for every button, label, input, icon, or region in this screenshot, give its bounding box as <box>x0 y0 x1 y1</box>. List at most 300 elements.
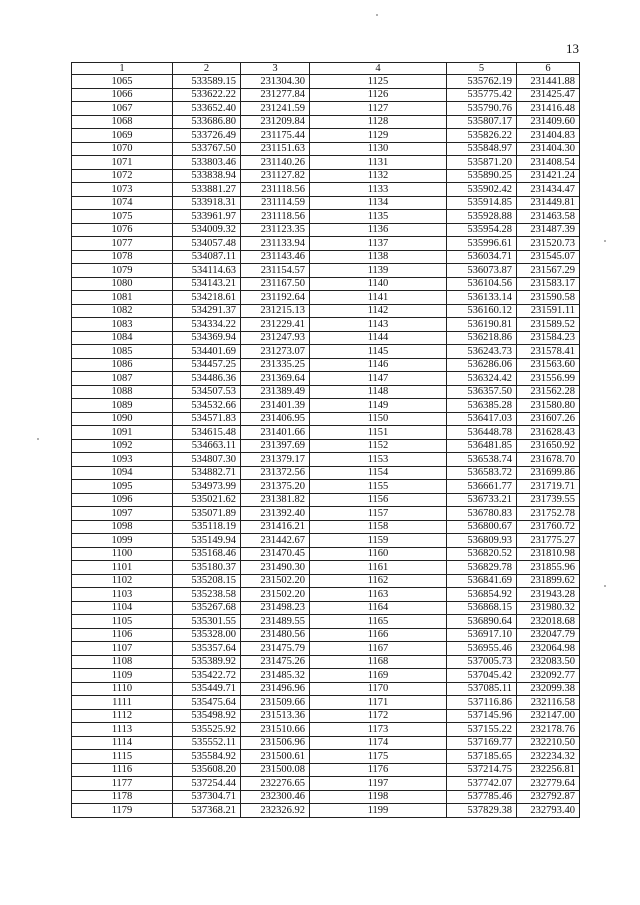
point-number-cell: 1127 <box>310 102 447 116</box>
coordinate-cell: 231277.84 <box>241 88 310 102</box>
coordinate-cell: 232147.00 <box>517 709 580 723</box>
coordinate-cell: 231133.94 <box>241 237 310 251</box>
table-row <box>72 291 580 305</box>
coordinate-cell: 534087.11 <box>173 250 241 264</box>
coordinate-cell: 231167.50 <box>241 277 310 291</box>
point-number-cell: 1110 <box>72 682 173 696</box>
column-header: 4 <box>310 63 447 75</box>
point-number-cell: 1144 <box>310 331 447 345</box>
coordinate-cell: 231175.44 <box>241 129 310 143</box>
coordinate-cell: 231513.36 <box>241 709 310 723</box>
coordinate-cell: 533961.97 <box>173 210 241 224</box>
table-row <box>72 480 580 494</box>
coordinate-cell: 231980.32 <box>517 601 580 615</box>
table-row <box>72 210 580 224</box>
coordinate-cell: 232234.32 <box>517 750 580 764</box>
point-number-cell: 1157 <box>310 507 447 521</box>
coordinate-cell: 231470.45 <box>241 547 310 561</box>
coordinate-cell: 231143.46 <box>241 250 310 264</box>
table-row <box>72 547 580 561</box>
point-number-cell: 1130 <box>310 142 447 156</box>
coordinate-cell: 536357.50 <box>447 385 517 399</box>
coordinate-cell: 537214.75 <box>447 763 517 777</box>
coordinate-cell: 231442.67 <box>241 534 310 548</box>
coordinate-cell: 536034.71 <box>447 250 517 264</box>
point-number-cell: 1150 <box>310 412 447 426</box>
coordinate-cell: 535608.20 <box>173 763 241 777</box>
coordinate-cell: 231372.56 <box>241 466 310 480</box>
table-row <box>72 804 580 818</box>
point-number-cell: 1142 <box>310 304 447 318</box>
point-number-cell: 1103 <box>72 588 173 602</box>
point-number-cell: 1160 <box>310 547 447 561</box>
coordinate-cell: 231562.28 <box>517 385 580 399</box>
coordinate-cell: 231416.21 <box>241 520 310 534</box>
coordinate-cell: 231140.26 <box>241 156 310 170</box>
coordinate-cell: 231381.82 <box>241 493 310 507</box>
table-row <box>72 777 580 791</box>
coordinate-cell: 535928.88 <box>447 210 517 224</box>
point-number-cell: 1107 <box>72 642 173 656</box>
point-number-cell: 1073 <box>72 183 173 197</box>
table-row <box>72 615 580 629</box>
coordinate-cell: 535118.19 <box>173 520 241 534</box>
point-number-cell: 1198 <box>310 790 447 804</box>
coordinate-cell: 535826.22 <box>447 129 517 143</box>
coordinate-cell: 231192.64 <box>241 291 310 305</box>
point-number-cell: 1133 <box>310 183 447 197</box>
coordinate-cell: 231584.23 <box>517 331 580 345</box>
coordinate-cell: 231118.56 <box>241 183 310 197</box>
coordinate-cell: 534571.83 <box>173 412 241 426</box>
coordinate-cell: 535328.00 <box>173 628 241 642</box>
point-number-cell: 1126 <box>310 88 447 102</box>
table-row <box>72 129 580 143</box>
coordinate-cell: 231441.88 <box>517 75 580 89</box>
coordinate-cell: 537045.42 <box>447 669 517 683</box>
table-row <box>72 399 580 413</box>
coordinate-cell: 231421.24 <box>517 169 580 183</box>
point-number-cell: 1085 <box>72 345 173 359</box>
point-number-cell: 1137 <box>310 237 447 251</box>
coordinate-cell: 231335.25 <box>241 358 310 372</box>
point-number-cell: 1090 <box>72 412 173 426</box>
coordinate-cell: 231475.26 <box>241 655 310 669</box>
coordinate-cell: 537742.07 <box>447 777 517 791</box>
table-row <box>72 453 580 467</box>
point-number-cell: 1147 <box>310 372 447 386</box>
scan-speck <box>37 438 39 440</box>
point-number-cell: 1172 <box>310 709 447 723</box>
table-row <box>72 142 580 156</box>
coordinate-cell: 231247.93 <box>241 331 310 345</box>
coordinate-cell: 535238.58 <box>173 588 241 602</box>
coordinate-cell: 231404.30 <box>517 142 580 156</box>
point-number-cell: 1171 <box>310 696 447 710</box>
column-header: 3 <box>241 63 310 75</box>
coordinate-cell: 535890.25 <box>447 169 517 183</box>
column-header: 6 <box>517 63 580 75</box>
column-header: 1 <box>72 63 173 75</box>
coordinate-cell: 231556.99 <box>517 372 580 386</box>
coordinates-table <box>71 62 580 818</box>
coordinate-cell: 232793.40 <box>517 804 580 818</box>
coordinate-cell: 534114.63 <box>173 264 241 278</box>
coordinate-cell: 536324.42 <box>447 372 517 386</box>
coordinate-cell: 231509.66 <box>241 696 310 710</box>
point-number-cell: 1115 <box>72 750 173 764</box>
coordinate-cell: 535871.20 <box>447 156 517 170</box>
point-number-cell: 1151 <box>310 426 447 440</box>
coordinate-cell: 537829.38 <box>447 804 517 818</box>
table-row <box>72 345 580 359</box>
coordinate-cell: 534334.22 <box>173 318 241 332</box>
point-number-cell: 1159 <box>310 534 447 548</box>
coordinate-cell: 537085.11 <box>447 682 517 696</box>
coordinate-cell: 534507.53 <box>173 385 241 399</box>
point-number-cell: 1089 <box>72 399 173 413</box>
table-row <box>72 574 580 588</box>
coordinate-cell: 232116.58 <box>517 696 580 710</box>
coordinate-cell: 231899.62 <box>517 574 580 588</box>
coordinate-cell: 535422.72 <box>173 669 241 683</box>
table-row <box>72 223 580 237</box>
coordinate-cell: 231607.26 <box>517 412 580 426</box>
point-number-cell: 1168 <box>310 655 447 669</box>
point-number-cell: 1086 <box>72 358 173 372</box>
point-number-cell: 1129 <box>310 129 447 143</box>
point-number-cell: 1136 <box>310 223 447 237</box>
point-number-cell: 1074 <box>72 196 173 210</box>
coordinate-cell: 536800.67 <box>447 520 517 534</box>
coordinate-cell: 231241.59 <box>241 102 310 116</box>
coordinate-cell: 231123.35 <box>241 223 310 237</box>
coordinate-cell: 231590.58 <box>517 291 580 305</box>
coordinate-cell: 231154.57 <box>241 264 310 278</box>
table-row <box>72 736 580 750</box>
coordinate-cell: 231425.47 <box>517 88 580 102</box>
coordinate-cell: 231480.56 <box>241 628 310 642</box>
coordinate-cell: 536160.12 <box>447 304 517 318</box>
coordinate-cell: 231943.28 <box>517 588 580 602</box>
coordinate-cell: 534807.30 <box>173 453 241 467</box>
coordinate-cell: 535552.11 <box>173 736 241 750</box>
coordinate-cell: 231567.29 <box>517 264 580 278</box>
coordinate-cell: 231397.69 <box>241 439 310 453</box>
coordinate-cell: 231760.72 <box>517 520 580 534</box>
point-number-cell: 1081 <box>72 291 173 305</box>
coordinate-cell: 231650.92 <box>517 439 580 453</box>
coordinate-cell: 231127.82 <box>241 169 310 183</box>
coordinate-cell: 533726.49 <box>173 129 241 143</box>
point-number-cell: 1067 <box>72 102 173 116</box>
coordinate-cell: 534218.61 <box>173 291 241 305</box>
point-number-cell: 1153 <box>310 453 447 467</box>
table-row <box>72 264 580 278</box>
coordinate-cell: 231118.56 <box>241 210 310 224</box>
coordinate-cell: 231401.39 <box>241 399 310 413</box>
coordinate-cell: 231500.08 <box>241 763 310 777</box>
table-row <box>72 372 580 386</box>
coordinate-cell: 534369.94 <box>173 331 241 345</box>
coordinate-cell: 231510.66 <box>241 723 310 737</box>
coordinate-cell: 231506.96 <box>241 736 310 750</box>
coordinate-cell: 535762.19 <box>447 75 517 89</box>
coordinate-cell: 231628.43 <box>517 426 580 440</box>
coordinate-cell: 232083.50 <box>517 655 580 669</box>
coordinate-cell: 232018.68 <box>517 615 580 629</box>
coordinate-cell: 534057.48 <box>173 237 241 251</box>
coordinate-cell: 534457.25 <box>173 358 241 372</box>
coordinate-cell: 533767.50 <box>173 142 241 156</box>
table-row <box>72 169 580 183</box>
coordinate-cell: 536481.85 <box>447 439 517 453</box>
coordinate-cell: 537116.86 <box>447 696 517 710</box>
coordinate-cell: 534143.21 <box>173 277 241 291</box>
table-row <box>72 439 580 453</box>
coordinate-cell: 536218.86 <box>447 331 517 345</box>
coordinate-cell: 536809.93 <box>447 534 517 548</box>
point-number-cell: 1097 <box>72 507 173 521</box>
point-number-cell: 1164 <box>310 601 447 615</box>
coordinate-cell: 535180.37 <box>173 561 241 575</box>
table-row <box>72 534 580 548</box>
coordinate-cell: 231502.20 <box>241 588 310 602</box>
point-number-cell: 1146 <box>310 358 447 372</box>
coordinate-cell: 232210.50 <box>517 736 580 750</box>
coordinate-cell: 231500.61 <box>241 750 310 764</box>
coordinate-cell: 232326.92 <box>241 804 310 818</box>
coordinate-cell: 231855.96 <box>517 561 580 575</box>
coordinate-cell: 536133.14 <box>447 291 517 305</box>
coordinate-cell: 535954.28 <box>447 223 517 237</box>
point-number-cell: 1132 <box>310 169 447 183</box>
point-number-cell: 1101 <box>72 561 173 575</box>
coordinate-cell: 536955.46 <box>447 642 517 656</box>
table-row <box>72 426 580 440</box>
point-number-cell: 1177 <box>72 777 173 791</box>
coordinate-cell: 536538.74 <box>447 453 517 467</box>
coordinate-cell: 535807.17 <box>447 115 517 129</box>
column-header: 2 <box>173 63 241 75</box>
point-number-cell: 1111 <box>72 696 173 710</box>
table-row <box>72 250 580 264</box>
coordinate-cell: 534486.36 <box>173 372 241 386</box>
coordinate-cell: 231578.41 <box>517 345 580 359</box>
coordinate-cell: 536448.78 <box>447 426 517 440</box>
point-number-cell: 1143 <box>310 318 447 332</box>
coordinate-cell: 535071.89 <box>173 507 241 521</box>
point-number-cell: 1075 <box>72 210 173 224</box>
coordinate-cell: 231520.73 <box>517 237 580 251</box>
coordinate-cell: 536890.64 <box>447 615 517 629</box>
point-number-cell: 1080 <box>72 277 173 291</box>
table-row <box>72 102 580 116</box>
coordinate-cell: 231545.07 <box>517 250 580 264</box>
point-number-cell: 1197 <box>310 777 447 791</box>
coordinate-cell: 231580.80 <box>517 399 580 413</box>
point-number-cell: 1099 <box>72 534 173 548</box>
coordinate-cell: 534009.32 <box>173 223 241 237</box>
coordinate-cell: 536661.77 <box>447 480 517 494</box>
scan-speck <box>604 585 606 587</box>
coordinate-cell: 535790.76 <box>447 102 517 116</box>
coordinate-cell: 231404.83 <box>517 129 580 143</box>
table-row <box>72 331 580 345</box>
point-number-cell: 1087 <box>72 372 173 386</box>
coordinate-cell: 537145.96 <box>447 709 517 723</box>
coordinate-cell: 231389.49 <box>241 385 310 399</box>
table-row <box>72 520 580 534</box>
coordinate-cell: 231752.78 <box>517 507 580 521</box>
point-number-cell: 1105 <box>72 615 173 629</box>
coordinate-cell: 231408.54 <box>517 156 580 170</box>
table-row <box>72 237 580 251</box>
coordinate-cell: 231489.55 <box>241 615 310 629</box>
point-number-cell: 1113 <box>72 723 173 737</box>
coordinate-cell: 232300.46 <box>241 790 310 804</box>
point-number-cell: 1165 <box>310 615 447 629</box>
coordinate-cell: 533652.40 <box>173 102 241 116</box>
coordinate-cell: 535267.68 <box>173 601 241 615</box>
coordinate-cell: 536286.06 <box>447 358 517 372</box>
coordinate-cell: 535914.85 <box>447 196 517 210</box>
coordinate-cell: 231485.32 <box>241 669 310 683</box>
coordinate-cell: 534401.69 <box>173 345 241 359</box>
coordinate-cell: 535475.64 <box>173 696 241 710</box>
point-number-cell: 1135 <box>310 210 447 224</box>
coordinate-cell: 232047.79 <box>517 628 580 642</box>
coordinate-cell: 231498.23 <box>241 601 310 615</box>
coordinate-cell: 231434.47 <box>517 183 580 197</box>
coordinate-cell: 533881.27 <box>173 183 241 197</box>
coordinate-cell: 533686.80 <box>173 115 241 129</box>
coordinate-cell: 232178.76 <box>517 723 580 737</box>
coordinate-cell: 231719.71 <box>517 480 580 494</box>
point-number-cell: 1079 <box>72 264 173 278</box>
coordinate-cell: 534663.11 <box>173 439 241 453</box>
coordinate-cell: 536854.92 <box>447 588 517 602</box>
table-row <box>72 358 580 372</box>
point-number-cell: 1156 <box>310 493 447 507</box>
point-number-cell: 1112 <box>72 709 173 723</box>
coordinate-cell: 231114.59 <box>241 196 310 210</box>
point-number-cell: 1091 <box>72 426 173 440</box>
point-number-cell: 1083 <box>72 318 173 332</box>
point-number-cell: 1077 <box>72 237 173 251</box>
point-number-cell: 1141 <box>310 291 447 305</box>
coordinate-cell: 231304.30 <box>241 75 310 89</box>
table-row <box>72 588 580 602</box>
point-number-cell: 1094 <box>72 466 173 480</box>
point-number-cell: 1134 <box>310 196 447 210</box>
coordinate-cell: 231487.39 <box>517 223 580 237</box>
coordinate-cell: 536104.56 <box>447 277 517 291</box>
coordinate-cell: 534615.48 <box>173 426 241 440</box>
point-number-cell: 1076 <box>72 223 173 237</box>
point-number-cell: 1155 <box>310 480 447 494</box>
scan-speck <box>604 240 606 242</box>
point-number-cell: 1070 <box>72 142 173 156</box>
coordinate-cell: 231449.81 <box>517 196 580 210</box>
coordinate-cell: 232256.81 <box>517 763 580 777</box>
point-number-cell: 1065 <box>72 75 173 89</box>
coordinate-cell: 536073.87 <box>447 264 517 278</box>
point-number-cell: 1104 <box>72 601 173 615</box>
coordinate-cell: 232099.38 <box>517 682 580 696</box>
table-row <box>72 304 580 318</box>
table-row <box>72 183 580 197</box>
coordinate-cell: 533803.46 <box>173 156 241 170</box>
coordinate-cell: 231375.20 <box>241 480 310 494</box>
coordinate-cell: 536868.15 <box>447 601 517 615</box>
point-number-cell: 1072 <box>72 169 173 183</box>
table-row <box>72 156 580 170</box>
coordinate-cell: 534532.66 <box>173 399 241 413</box>
point-number-cell: 1082 <box>72 304 173 318</box>
table-row <box>72 642 580 656</box>
point-number-cell: 1149 <box>310 399 447 413</box>
coordinate-cell: 232064.98 <box>517 642 580 656</box>
column-header: 5 <box>447 63 517 75</box>
coordinate-cell: 536243.73 <box>447 345 517 359</box>
coordinate-cell: 534882.71 <box>173 466 241 480</box>
coordinate-cell: 537368.21 <box>173 804 241 818</box>
point-number-cell: 1170 <box>310 682 447 696</box>
table-row <box>72 601 580 615</box>
point-number-cell: 1163 <box>310 588 447 602</box>
coordinate-cell: 537785.46 <box>447 790 517 804</box>
point-number-cell: 1175 <box>310 750 447 764</box>
table-row <box>72 750 580 764</box>
point-number-cell: 1178 <box>72 790 173 804</box>
table-row <box>72 709 580 723</box>
table-row <box>72 507 580 521</box>
table-row <box>72 669 580 683</box>
coordinate-cell: 535021.62 <box>173 493 241 507</box>
point-number-cell: 1100 <box>72 547 173 561</box>
table-row <box>72 723 580 737</box>
table-row <box>72 628 580 642</box>
coordinate-cell: 535357.64 <box>173 642 241 656</box>
coordinate-cell: 231502.20 <box>241 574 310 588</box>
point-number-cell: 1109 <box>72 669 173 683</box>
coordinate-cell: 231273.07 <box>241 345 310 359</box>
coordinate-cell: 536385.28 <box>447 399 517 413</box>
point-number-cell: 1102 <box>72 574 173 588</box>
point-number-cell: 1139 <box>310 264 447 278</box>
point-number-cell: 1169 <box>310 669 447 683</box>
coordinate-cell: 232092.77 <box>517 669 580 683</box>
coordinate-cell: 535996.61 <box>447 237 517 251</box>
table-row <box>72 561 580 575</box>
point-number-cell: 1128 <box>310 115 447 129</box>
table-row <box>72 763 580 777</box>
coordinate-cell: 536829.78 <box>447 561 517 575</box>
point-number-cell: 1096 <box>72 493 173 507</box>
coordinate-cell: 535902.42 <box>447 183 517 197</box>
table-row <box>72 75 580 89</box>
coordinate-cell: 231406.95 <box>241 412 310 426</box>
coordinate-cell: 231151.63 <box>241 142 310 156</box>
point-number-cell: 1106 <box>72 628 173 642</box>
point-number-cell: 1154 <box>310 466 447 480</box>
coordinate-cell: 231215.13 <box>241 304 310 318</box>
point-number-cell: 1179 <box>72 804 173 818</box>
coordinate-cell: 535449.71 <box>173 682 241 696</box>
coordinate-cell: 231463.58 <box>517 210 580 224</box>
coordinate-cell: 535584.92 <box>173 750 241 764</box>
